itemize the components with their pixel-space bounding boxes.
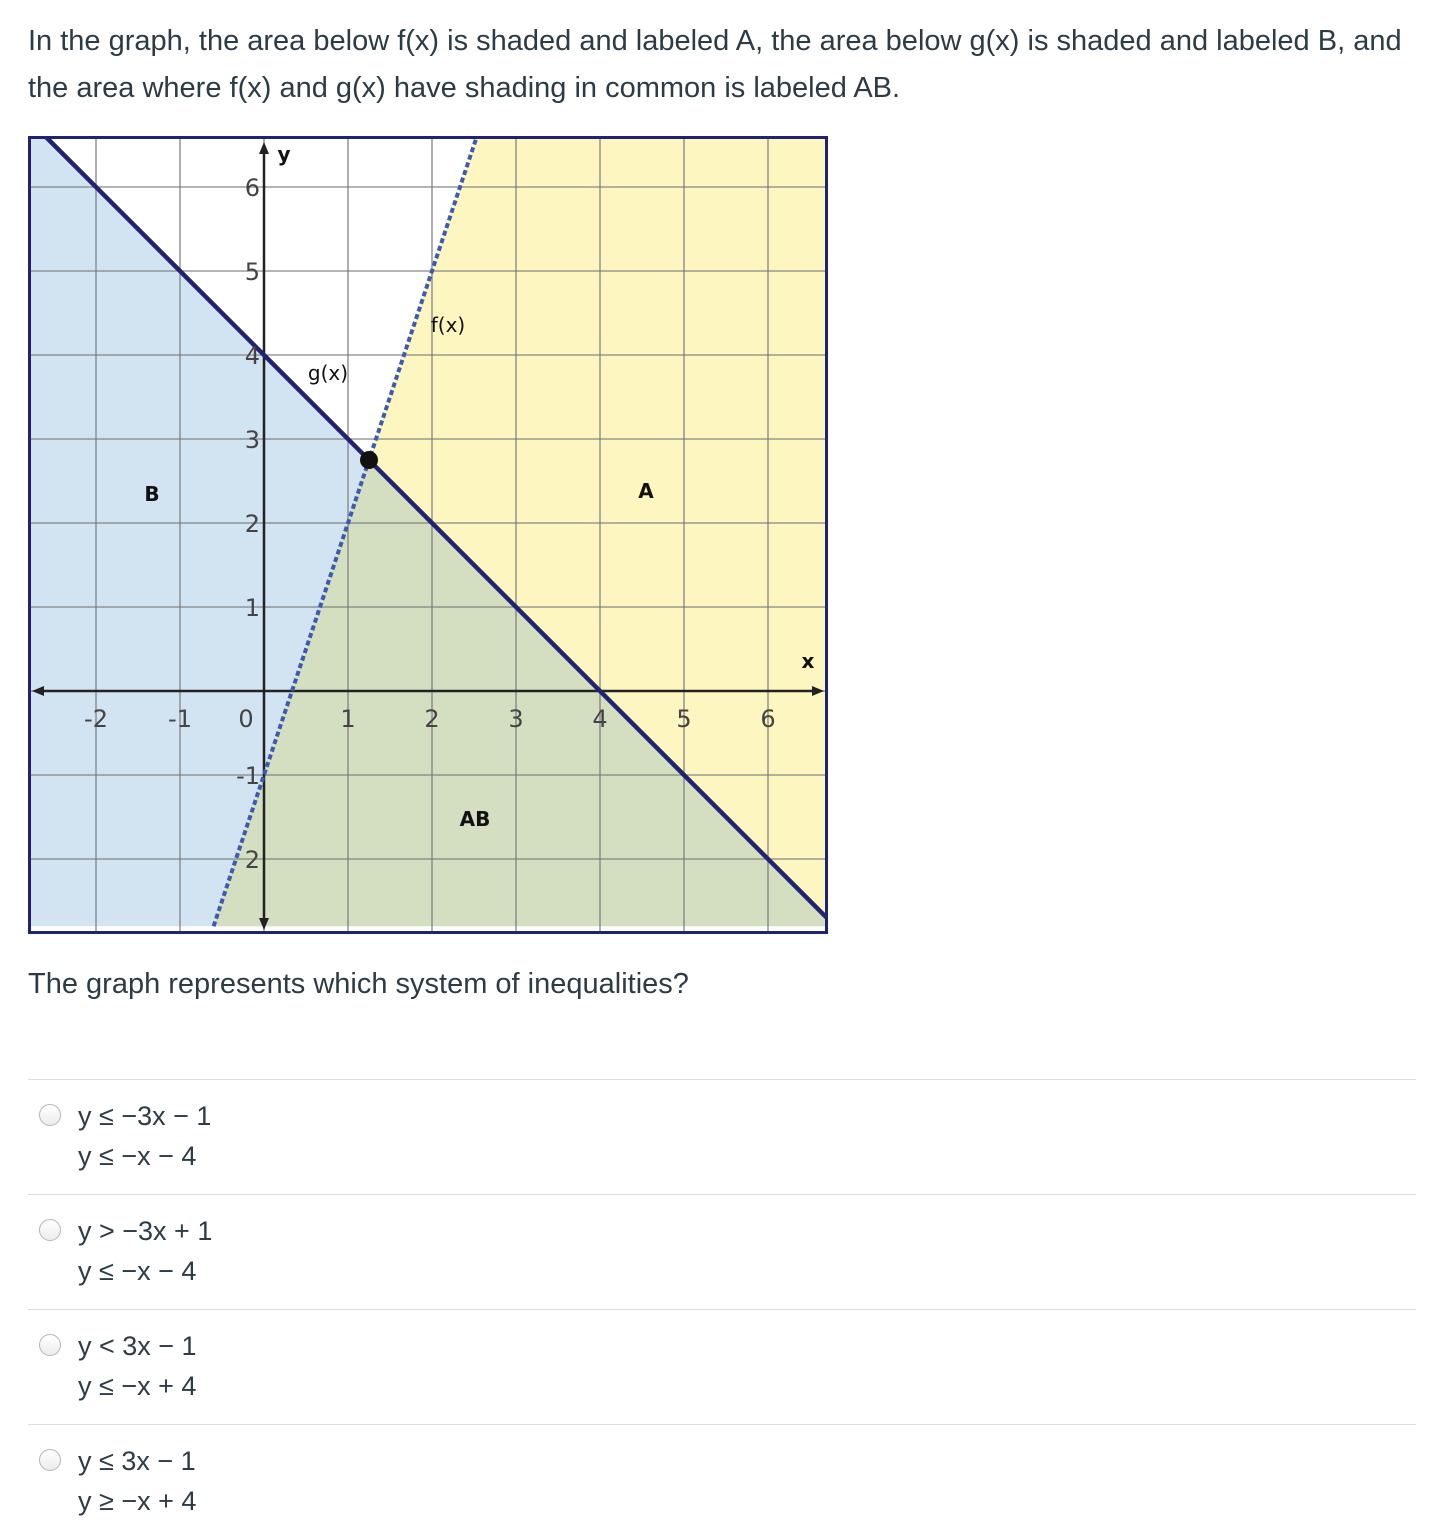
x-tick-label: -1 (168, 705, 192, 733)
g-line-label: g(x) (307, 361, 349, 385)
x-tick-label: 3 (508, 705, 524, 733)
answer-option-4[interactable] (28, 1424, 1416, 1539)
x-tick-label: 5 (676, 705, 692, 733)
inequality-1: y ≤ −3x − 1 (78, 1101, 212, 1131)
x-tick-label: 2 (424, 705, 440, 733)
answer-label (78, 1326, 197, 1406)
answer-label (78, 1096, 211, 1176)
inequality-2: y ≤ −x − 4 (78, 1256, 197, 1286)
question-text: The graph represents which system of inequalities? (28, 968, 689, 1000)
question-prompt: In the graph, the area below f(x) is shaded and labeled A, the area below g(x) is shaded and labeled B, and the area where f(x) and g(x) have shading in common is labeled AB. (28, 25, 1402, 104)
answer-option-1[interactable] (28, 1079, 1416, 1194)
radio-button[interactable] (39, 1449, 61, 1471)
graph-svg (28, 136, 828, 934)
f-line-label: f(x) (430, 313, 466, 337)
radio-button[interactable] (39, 1334, 61, 1356)
region-a-label: A (638, 479, 654, 503)
x-tick-label: -2 (84, 705, 108, 733)
answer-option-2[interactable] (28, 1194, 1416, 1309)
inequality-1: y > −3x + 1 (78, 1216, 213, 1246)
x-tick-label: 6 (760, 705, 776, 733)
region-ab-label: AB (459, 807, 491, 831)
intersection-point (360, 451, 378, 469)
y-tick-label: 5 (244, 258, 260, 286)
x-tick-label: 1 (340, 705, 356, 733)
y-tick-label: 3 (244, 426, 260, 454)
x-axis-label: x (801, 649, 815, 673)
y-tick-label: 2 (244, 846, 260, 874)
answer-label (78, 1441, 196, 1521)
region-b-label: B (144, 482, 160, 506)
inequality-2: y ≥ −x + 4 (78, 1486, 197, 1516)
answer-option-3[interactable] (28, 1309, 1416, 1424)
inequality-2: y ≤ −x − 4 (78, 1141, 197, 1171)
y-tick-label: 4 (244, 342, 260, 370)
inequality-1: y ≤ 3x − 1 (78, 1446, 196, 1476)
answer-label (78, 1211, 212, 1291)
y-tick-label: -1 (236, 762, 260, 790)
inequality-1: y < 3x − 1 (78, 1331, 197, 1361)
radio-button[interactable] (39, 1104, 61, 1126)
inequality-2: y ≤ −x + 4 (78, 1371, 197, 1401)
answer-list (28, 1079, 1416, 1539)
y-axis-label: y (277, 142, 291, 166)
x-tick-label: 0 (238, 705, 254, 733)
y-tick-label: 2 (244, 510, 260, 538)
inequality-graph (28, 136, 828, 934)
radio-button[interactable] (39, 1219, 61, 1241)
y-tick-label: 1 (244, 594, 260, 622)
y-tick-label: 6 (244, 174, 260, 202)
x-tick-label: 4 (592, 705, 608, 733)
